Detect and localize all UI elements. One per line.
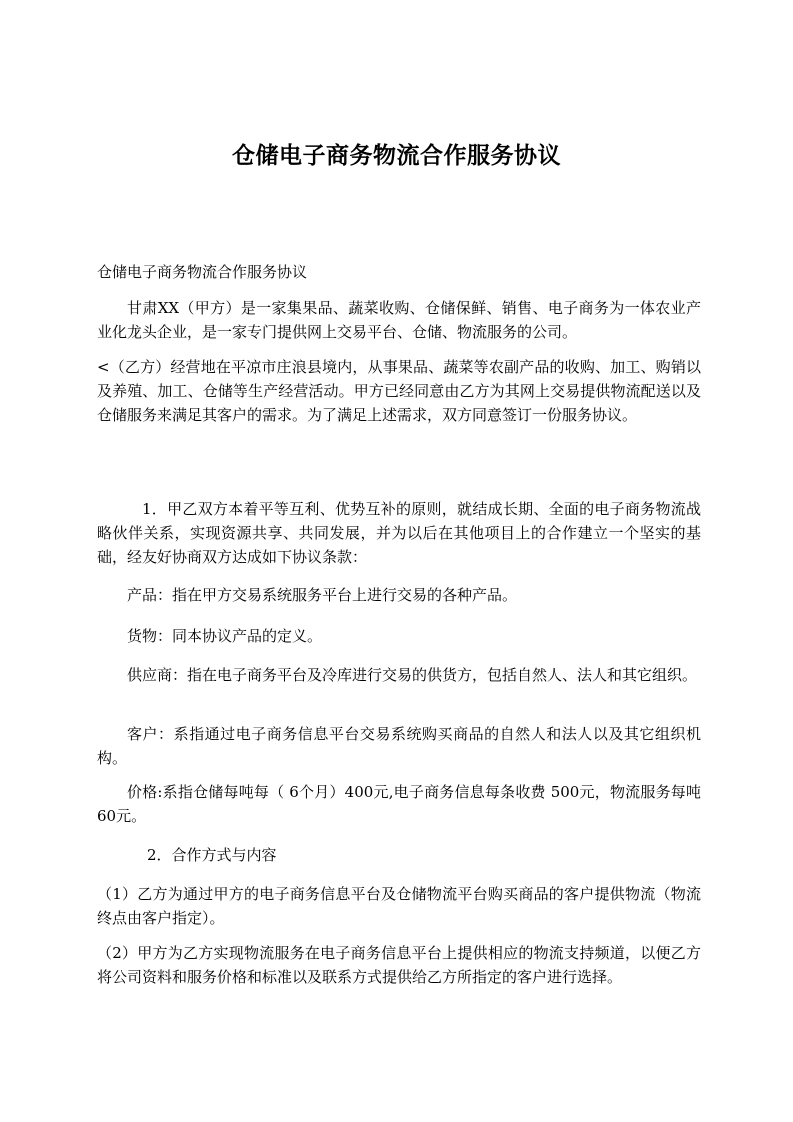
paragraph-party-a: 甘肃XX（甲方）是一家集果品、蔬菜收购、仓储保鲜、销售、电子商务为一体农业产业化龙头企业，是一家专门提供网上交易平台、仓储、物流服务的公司。 [97, 299, 701, 341]
document-title: 仓储电子商务物流合作服务协议 [232, 143, 561, 169]
document-subtitle: 仓储电子商务物流合作服务协议 [97, 263, 308, 281]
paragraph-clause-1: 1．甲乙双方本着平等互利、优势互补的原则，就结成长期、全面的电子商务物流战略伙伴关系，实现资源共享、共同发展，并为以后在其他项目上的合作建立一个坚实的基础，经友好协商双方达成如下协议条款： [97, 500, 701, 566]
clause-2-1: （1）乙方为通过甲方的电子商务信息平台及仓储物流平台购买商品的客户提供物流（物流终点由客户指定）。 [97, 885, 701, 927]
definition-product: 产品：指在甲方交易系统服务平台上进行交易的各种产品。 [127, 586, 518, 604]
section-heading-cooperation: 2．合作方式与内容 [147, 846, 277, 864]
definition-supplier: 供应商：指在电子商务平台及冷库进行交易的供货方，包括自然人、法人和其它组织。 [127, 666, 698, 684]
clause-2-2: （2）甲方为乙方实现物流服务在电子商务信息平台上提供相应的物流支持频道，以便乙方将公司资料和服务价格和标准以及联系方式提供给乙方所指定的客户进行选择。 [97, 944, 701, 986]
definition-price: 价格:系指仓储每吨每（ 6个月）400元,电子商务信息每条收费 500元，物流服务每吨60元。 [97, 783, 701, 825]
definition-goods: 货物：同本协议产品的定义。 [127, 627, 323, 645]
definition-customer: 客户：系指通过电子商务信息平台交易系统购买商品的自然人和法人以及其它组织机构。 [97, 725, 701, 767]
paragraph-party-b: <（乙方）经营地在平凉市庄浪县境内，从事果品、蔬菜等农副产品的收购、加工、购销以及养殖、加工、仓储等生产经营活动。甲方已经同意由乙方为其网上交易提供物流配送以及仓储服务来满足其客户的需求。为了满足上述需求，双方同意签订一份服务协议。 [97, 358, 701, 424]
